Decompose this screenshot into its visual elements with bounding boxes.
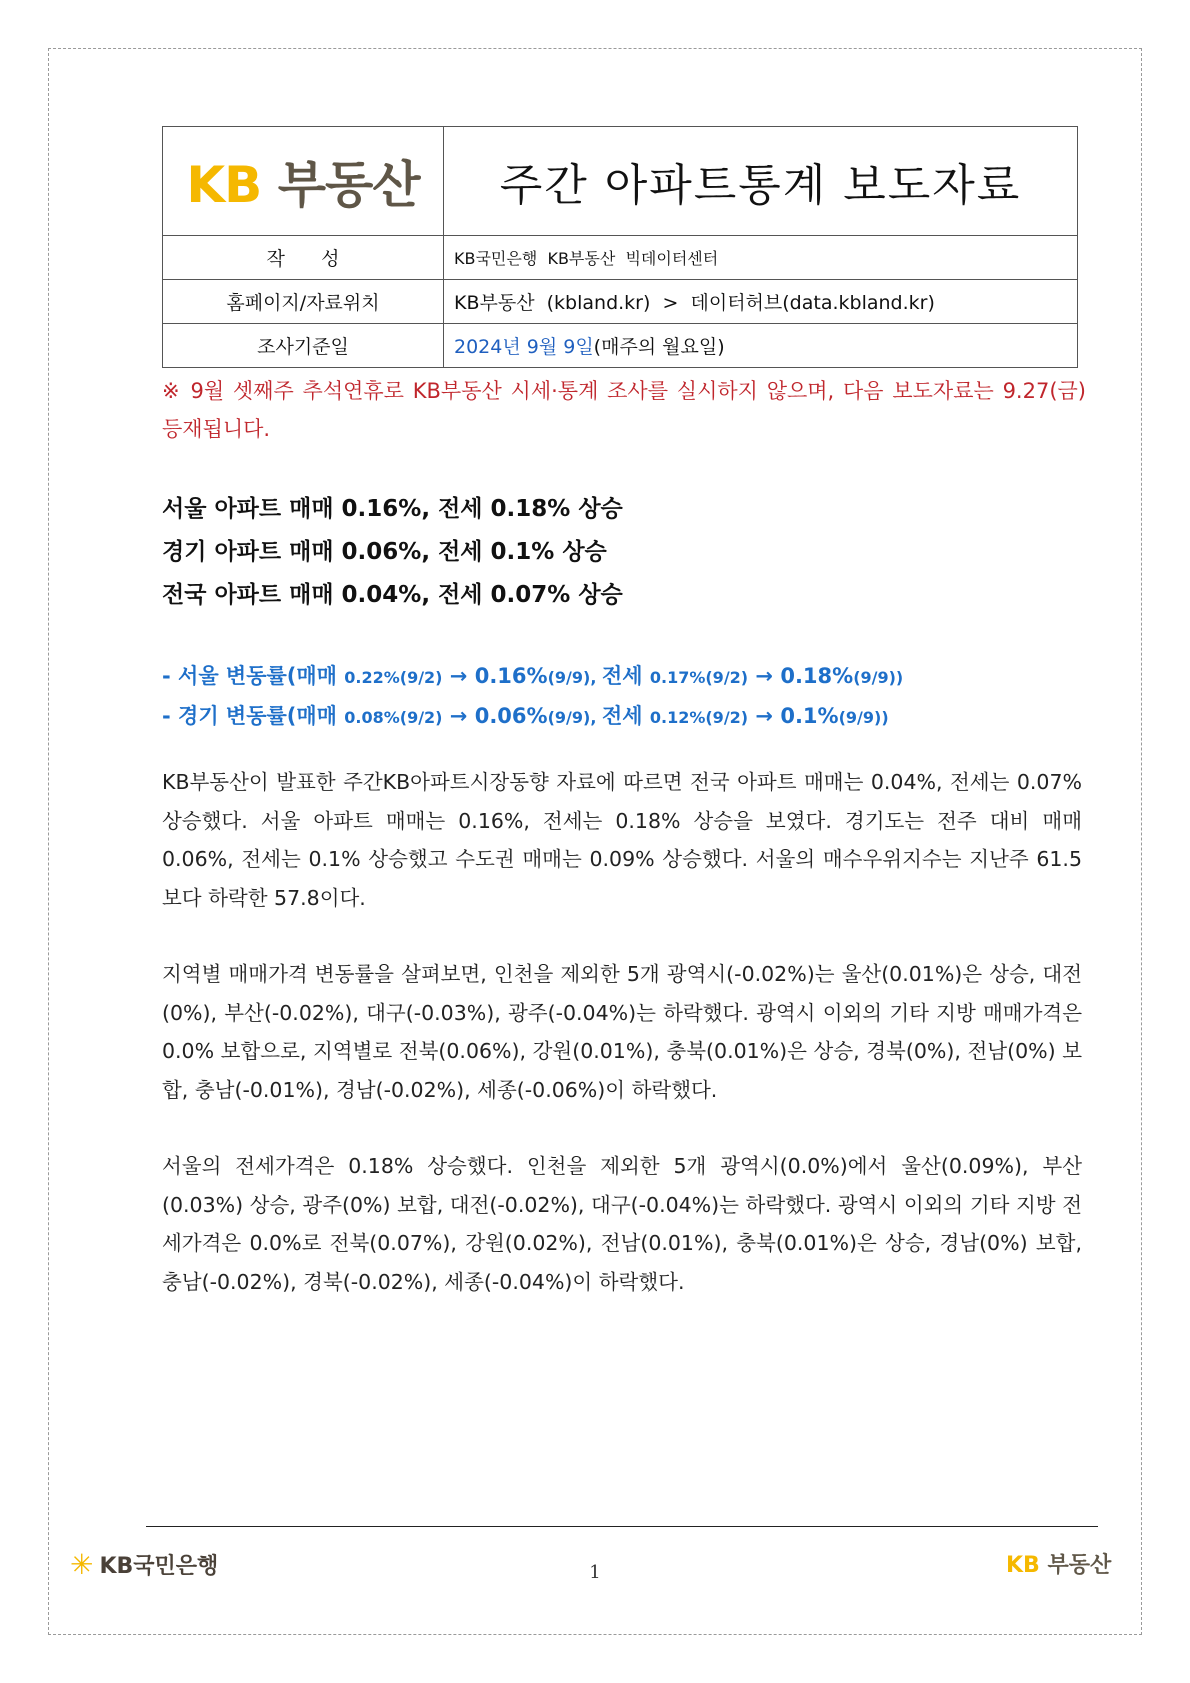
page-number: 1	[589, 1562, 601, 1583]
jeonse-label: 전세	[601, 664, 650, 688]
kb-star-icon: ✳	[70, 1548, 94, 1581]
paragraph-jeonse-prices: 서울의 전세가격은 0.18% 상승했다. 인천을 제외한 5개 광역시(0.0%)에서 울산(0.09%), 부산(0.03%) 상승, 광주(0%) 보합, 대전(-0.02%), 대구(-0.04%)는 하락했다. 광역시 이외의 기타 지방 전세가격은 0.0%로 전북(0.07%), 강원(0.02%), 전남(0.01%), 충북(0.01%)은 상승, 경남(0%) 보합, 충남(-0.02%), 경북(-0.02%), 세종(-0.04%)이 하락했다.	[162, 1154, 1082, 1294]
change-line-gyeonggi	[162, 697, 1082, 737]
change-prev: 0.22%(9/2)	[344, 668, 443, 687]
report-title: 주간 아파트통계 보도자료	[444, 127, 1078, 236]
change-line-seoul	[162, 657, 1082, 697]
kb-realestate-logo	[186, 156, 419, 214]
survey-date-suffix: (매주의 월요일)	[593, 336, 725, 358]
survey-date-value	[444, 324, 1078, 368]
jeonse-current: 0.18%	[780, 664, 854, 688]
arrow-icon: →	[748, 664, 781, 688]
logo-name: 부동산	[277, 156, 420, 214]
change-current-date: (9/9),	[547, 668, 602, 687]
footer-logo-name: 부동산	[1047, 1553, 1112, 1578]
change-prev: 0.08%(9/2)	[344, 708, 443, 727]
change-current: 0.06%	[474, 704, 548, 728]
paragraph-summary: KB부동산이 발표한 주간KB아파트시장동향 자료에 따르면 전국 아파트 매매는 0.04%, 전세는 0.07% 상승했다. 서울 아파트 매매는 0.16%, 전세는 0.18% 상승을 보였다. 경기도는 전주 대비 매매 0.06%, 전세는 0.1% 상승했고 수도권 매매는 0.09% 상승했다. 서울의 매수우위지수는 지난주 61.5보다 하락한 57.8이다.	[162, 770, 1082, 910]
change-rates	[162, 657, 1082, 737]
logo-kb: KB	[186, 156, 262, 214]
jeonse-current-date: (9/9))	[838, 708, 889, 727]
jeonse-prev: 0.17%(9/2)	[649, 668, 749, 687]
paragraph-sale-prices: 지역별 매매가격 변동률을 살펴보면, 인천을 제외한 5개 광역시(-0.02%)는 울산(0.01%)은 상승, 대전(0%), 부산(-0.02%), 대구(-0.03%), 광주(-0.04%)는 하락했다. 광역시 이외의 기타 지방 매매가격은 0.0% 보합으로, 지역별로 전북(0.06%), 강원(0.01%), 충북(0.01%)은 상승, 경북(0%), 전남(0%) 보합, 충남(-0.01%), 경남(-0.02%), 세종(-0.06%)이 하락했다.	[162, 962, 1082, 1102]
arrow-icon: →	[442, 664, 475, 688]
footer-divider	[146, 1526, 1098, 1527]
footer-logo-kb: KB	[1006, 1553, 1040, 1578]
author-value: KB국민은행 KB부동산 빅데이터센터	[444, 236, 1078, 280]
holiday-notice: ※ 9월 셋째주 추석연휴로 KB부동산 시세·통계 조사를 실시하지 않으며, 다음 보도자료는 9.27(금) 등재됩니다.	[162, 379, 1086, 441]
jeonse-label: 전세	[601, 704, 650, 728]
author-label: 작 성	[163, 236, 444, 280]
headline-national: 전국 아파트 매매 0.04%, 전세 0.07% 상승	[162, 582, 623, 608]
change-prefix: - 서울 변동률(매매	[162, 664, 345, 688]
kb-bank-name: KB국민은행	[99, 1554, 219, 1579]
headline-gyeonggi: 경기 아파트 매매 0.06%, 전세 0.1% 상승	[162, 539, 607, 565]
survey-date-label: 조사기준일	[163, 324, 444, 368]
jeonse-current: 0.1%	[780, 704, 839, 728]
header-table	[162, 126, 1078, 368]
kb-realestate-footer-logo	[1006, 1548, 1111, 1579]
headline-seoul: 서울 아파트 매매 0.16%, 전세 0.18% 상승	[162, 496, 623, 522]
change-prefix: - 경기 변동률(매매	[162, 704, 345, 728]
change-current-date: (9/9),	[547, 708, 602, 727]
headlines	[162, 488, 1082, 617]
arrow-icon: →	[442, 704, 475, 728]
arrow-icon: →	[748, 704, 781, 728]
jeonse-current-date: (9/9))	[853, 668, 904, 687]
homepage-label: 홈페이지/자료위치	[163, 280, 444, 324]
logo-cell	[163, 127, 444, 236]
jeonse-prev: 0.12%(9/2)	[649, 708, 749, 727]
homepage-value: KB부동산 (kbland.kr) > 데이터허브(data.kbland.kr)	[444, 280, 1078, 324]
change-current: 0.16%	[474, 664, 548, 688]
survey-date: 2024년 9월 9일	[454, 336, 594, 358]
